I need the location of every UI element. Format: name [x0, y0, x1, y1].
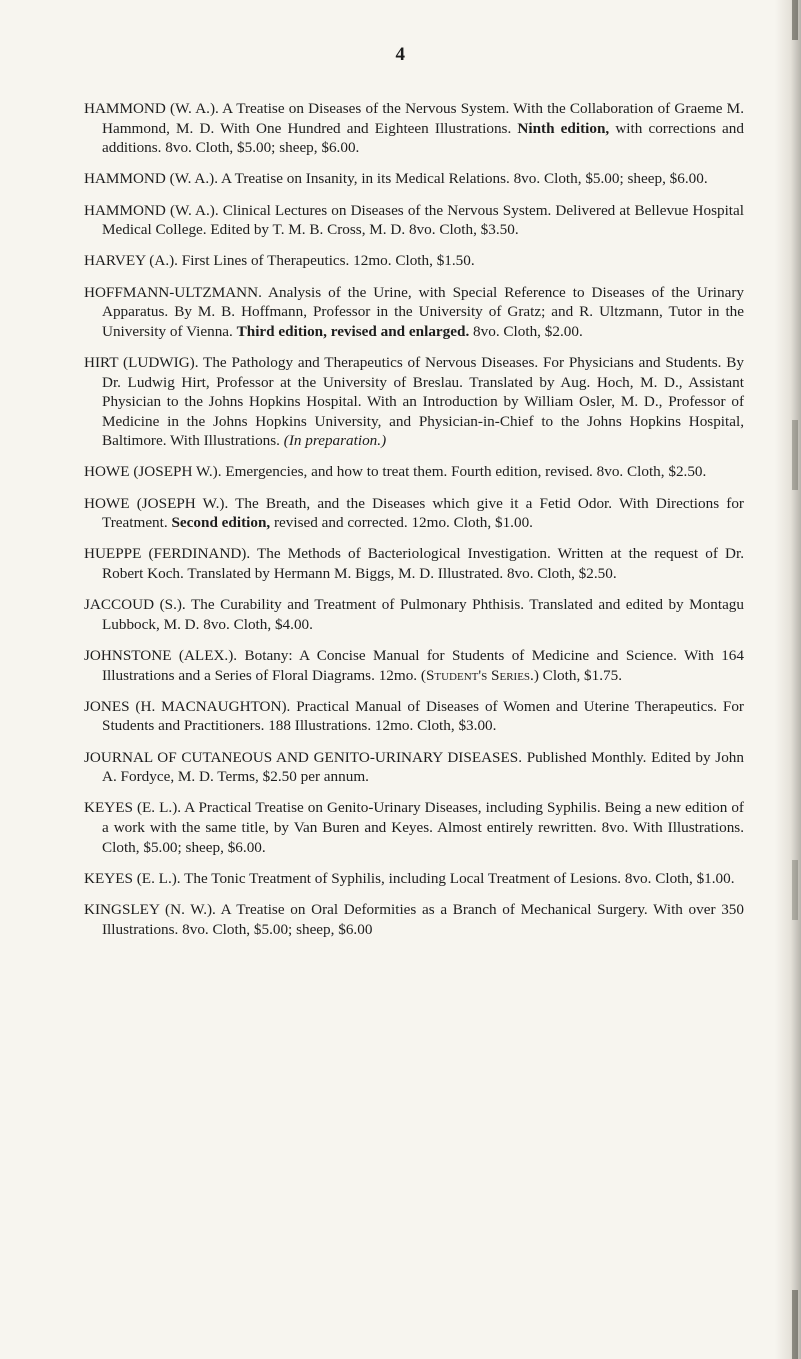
catalog-entry [84, 99, 744, 158]
catalog-entry [84, 201, 744, 240]
entry-text: HAMMOND (W. A.). A Treatise on Diseases of the Nervous System. With the Collaboration of Graeme M. Hammond, M. D. With One Hundred and Eighteen Illustrations. [84, 100, 744, 137]
entry-edition-note: Third edition, revised and enlarged. [236, 322, 470, 340]
catalog-entry [84, 697, 744, 736]
entry-text: HOWE (JOSEPH W.). The Breath, and the Diseases which give it a Fetid Odor. With Directions for Treatment. [84, 494, 744, 532]
entry-text: KEYES (E. L.). The Tonic Treatment of Syphilis, including Local Treatment of Lesions. 8vo. Cloth, $1.00. [84, 869, 735, 887]
page-edge-mark [792, 420, 798, 490]
catalog-entry [84, 544, 744, 583]
catalog-entry [84, 748, 744, 787]
entry-text: HARVEY (A.). First Lines of Therapeutics. 12mo. Cloth, $1.50. [84, 252, 475, 270]
entry-text: revised and corrected. 12mo. Cloth, $1.00. [270, 514, 533, 532]
entry-text: HAMMOND (W. A.). A Treatise on Insanity, in its Medical Relations. 8vo. Cloth, $5.00; sheep, $6.00. [84, 170, 708, 188]
entry-text: KEYES (E. L.). A Practical Treatise on Genito-Urinary Diseases, including Syphilis. Being a new edition of a work with the same title, by Van Buren and Keyes. Almost entirely rewritten. 8vo. With Illustrations. Cloth, $5.00; sheep, $6.00. [84, 799, 744, 856]
page-number: 4 [395, 44, 406, 65]
entry-status-note: (In preparation.) [283, 432, 387, 450]
entry-edition-note: Second edition, [171, 514, 271, 532]
catalog-entry [84, 353, 744, 451]
catalog-entry [84, 283, 744, 342]
catalog-entry [84, 494, 744, 533]
entry-text: JOURNAL OF CUTANEOUS AND GENITO-URINARY DISEASES. Published Monthly. Edited by John A. Fordyce, M. D. Terms, $2.50 per annum. [84, 748, 744, 786]
catalog-entry [84, 595, 744, 634]
catalog-entry [84, 251, 744, 271]
entry-edition-note: Ninth edition, [517, 119, 610, 137]
page-edge-mark [792, 860, 798, 920]
catalog-entry [84, 169, 744, 189]
catalog-entry [84, 869, 744, 889]
page-edge-mark [792, 0, 798, 40]
catalog-entry [84, 462, 744, 482]
entry-text: 8vo. Cloth, $2.00. [469, 322, 583, 340]
entry-text: JONES (H. MACNAUGHTON). Practical Manual of Diseases of Women and Uterine Therapeutics. For Students and Practitioners. 188 Illustrations. 12mo. Cloth, $3.00. [84, 697, 744, 735]
entry-text: with corrections and additions. 8vo. Cloth, $5.00; sheep, $6.00. [102, 119, 744, 157]
catalog-entry-list [84, 99, 744, 951]
entry-text: KINGSLEY (N. W.). A Treatise on Oral Deformities as a Branch of Mechanical Surgery. With over 350 Illustrations. 8vo. Cloth, $5.00; sheep, $6.00 [84, 900, 744, 938]
catalog-entry [84, 900, 744, 939]
entry-text: JACCOUD (S.). The Curability and Treatment of Pulmonary Phthisis. Translated and edited by Montagu Lubbock, M. D. 8vo. Cloth, $4.00. [84, 596, 744, 633]
entry-text: HOFFMANN-ULTZMANN. Analysis of the Urine, with Special Reference to Diseases of the Urinary Apparatus. By M. B. Hoffmann, Professor in the University of Gratz; and R. Ultzmann, Tutor in the University of Vienna. [84, 283, 744, 340]
page-edge-mark [792, 1290, 798, 1359]
entry-text: HAMMOND (W. A.). Clinical Lectures on Diseases of the Nervous System. Delivered at Bellevue Hospital Medical College. Edited by T. M. B. Cross, M. D. 8vo. Cloth, $3.50. [84, 201, 744, 239]
catalog-entry [84, 646, 744, 685]
entry-text: JOHNSTONE (ALEX.). Botany: A Concise Manual for Students of Medicine and Science. With 164 Illustrations and a Series of Floral Diagrams. 12mo. ( [84, 647, 744, 684]
entry-text: HUEPPE (FERDINAND). The Methods of Bacteriological Investigation. Written at the request of Dr. Robert Koch. Translated by Hermann M. Biggs, M. D. Illustrated. 8vo. Cloth, $2.50. [84, 545, 744, 583]
entry-text: HOWE (JOSEPH W.). Emergencies, and how to treat them. Fourth edition, revised. 8vo. Cloth, $2.50. [84, 463, 707, 481]
entry-text: ) Cloth, $1.75. [533, 666, 623, 684]
catalog-entry [84, 798, 744, 857]
entry-text: HIRT (LUDWIG). The Pathology and Therapeutics of Nervous Diseases. For Physicians and Students. By Dr. Ludwig Hirt, Professor at the University of Breslau. Translated by Aug. Hoch, M. D., Assistant Physician to the Johns Hopkins Hospital. With an Introduction by William Osler, M. D., Professor of Medicine in the Johns Hopkins University, and Physician-in-Chief to the Johns Hopkins Hospital, Baltimore. With Illustrations. [84, 353, 744, 450]
page-edge-shadow [775, 0, 801, 1359]
entry-series-name: Student's Series. [425, 666, 534, 684]
